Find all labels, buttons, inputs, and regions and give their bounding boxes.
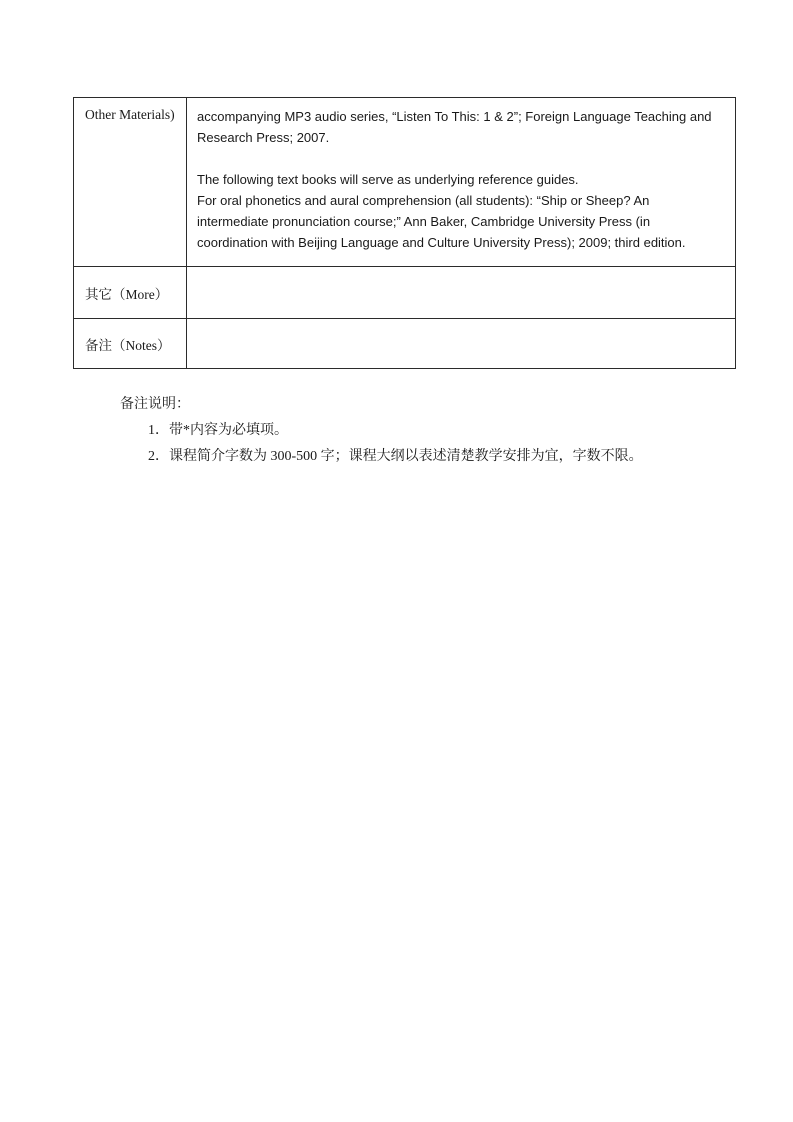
course-info-table [73,97,736,369]
row-label-more: 其它（More） [74,267,187,318]
row-label-other-materials: Other Materials) [74,98,187,266]
table-row-notes [74,318,735,368]
table-row-other-materials [74,98,735,266]
notes-section [120,392,720,469]
paragraph-blank [197,148,723,169]
table-row-more [74,266,735,318]
note-item-word-count: 2．课程简介字数为 300-500 字；课程大纲以表述清楚教学安排为宜，字数不限。 [148,449,643,464]
row-content-other-materials [187,98,735,266]
note-item-required-fields: 1．带*内容为必填项。 [148,423,288,438]
row-label-notes: 备注（Notes） [74,319,187,368]
paragraph-reference-intro: The following text books will serve as underlying reference guides. [197,172,579,187]
row-content-notes [187,319,735,368]
row-content-more [187,267,735,318]
paragraph-mp3-series: accompanying MP3 audio series, “Listen To This: 1 & 2”; Foreign Language Teaching and Research Press; 2007. [197,109,712,145]
notes-heading: 备注说明： [120,397,190,412]
paragraph-ship-or-sheep: For oral phonetics and aural comprehension (all students): “Ship or Sheep? An intermediate pronunciation course;” Ann Baker, Cambridge University Press (in coordination with Beijing Language and Culture University Press); 2009; third edition. [197,193,686,250]
